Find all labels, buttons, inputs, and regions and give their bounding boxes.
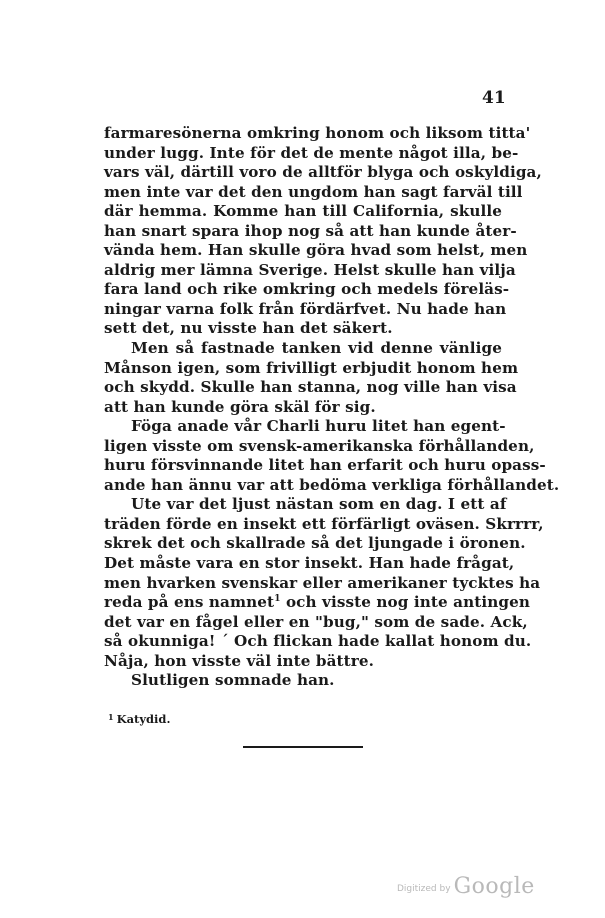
text-line: huru försvinnande litet han erfarit och huru opass- [104,456,546,475]
text-line: vända hem. Han skulle göra hvad som helst, men [104,241,528,260]
page-number: 41 [482,88,506,108]
text-line: där hemma. Komme han till California, skulle [104,202,502,221]
watermark-caption: Digitized by [397,884,451,894]
text-line: ande han ännu var att bedöma verkliga förhållandet. [104,475,560,494]
text-line: han snart spara ihop nog så att han kunde åter- [104,221,517,240]
text-line: Ute var det ljust nästan som en dag. I ett af [131,495,507,514]
text-line: skrek det och skallrade så det ljungade i öronen. [104,534,526,553]
text-line: farmaresönerna omkring honom och liksom titta' [104,124,531,142]
watermark-logo: Google [453,874,535,899]
footnote-marker: 1 [108,712,114,722]
text-line: under lugg. Inte för det de mente något illa, be- [104,143,519,162]
text-line: vars väl, därtill voro de alltför blyga och oskyldiga, [104,163,542,182]
text-line: Månson igen, som frivilligt erbjudit honom hem [104,358,519,377]
text-line: det var en fågel eller en "bug," som de sade. Ack, [104,612,528,631]
digitization-watermark [397,874,535,899]
text-line: men hvarken svenskar eller amerikaner tycktes ha [104,573,541,592]
section-end-rule [243,746,363,748]
text-line: Nåja, hon visste väl inte bättre. [104,651,375,670]
footnote [108,712,170,726]
body-text [104,124,560,691]
text-line: Det måste vara en stor insekt. Han hade frågat, [104,554,515,573]
text-line: så okunniga! ´ Och flickan hade kallat honom du. [104,632,532,651]
text-line: att han kunde göra skäl för sig. [104,397,376,416]
text-line: träden förde en insekt ett förfärligt oväsen. Skrrrr, [104,514,544,533]
text-line-with-footnote [104,593,531,613]
footnote-reference: 1 [274,594,281,605]
text-line: ningar varna folk från fördärfvet. Nu hade han [104,299,507,318]
text-line: Föga anade vår Charli huru litet han egent- [131,417,506,436]
text-fragment: och visste nog inte antingen [280,593,531,612]
footnote-text: Katydid. [116,712,171,726]
text-line: Slutligen somnade han. [131,671,335,690]
text-line: fara land och rike omkring och medels föreläs- [104,280,510,299]
text-line: aldrig mer lämna Sverige. Helst skulle han vilja [104,260,516,279]
text-line: men inte var det den ungdom han sagt farväl till [104,182,523,201]
text-fragment: reda på ens namnet [104,593,275,612]
text-line: sett det, nu visste han det säkert. [104,319,393,338]
text-line: och skydd. Skulle han stanna, nog ville han visa [104,378,517,397]
text-line: Men så fastnade tanken vid denne vänlige [131,339,502,358]
text-line: ligen visste om svensk-amerikanska förhållanden, [104,436,535,455]
